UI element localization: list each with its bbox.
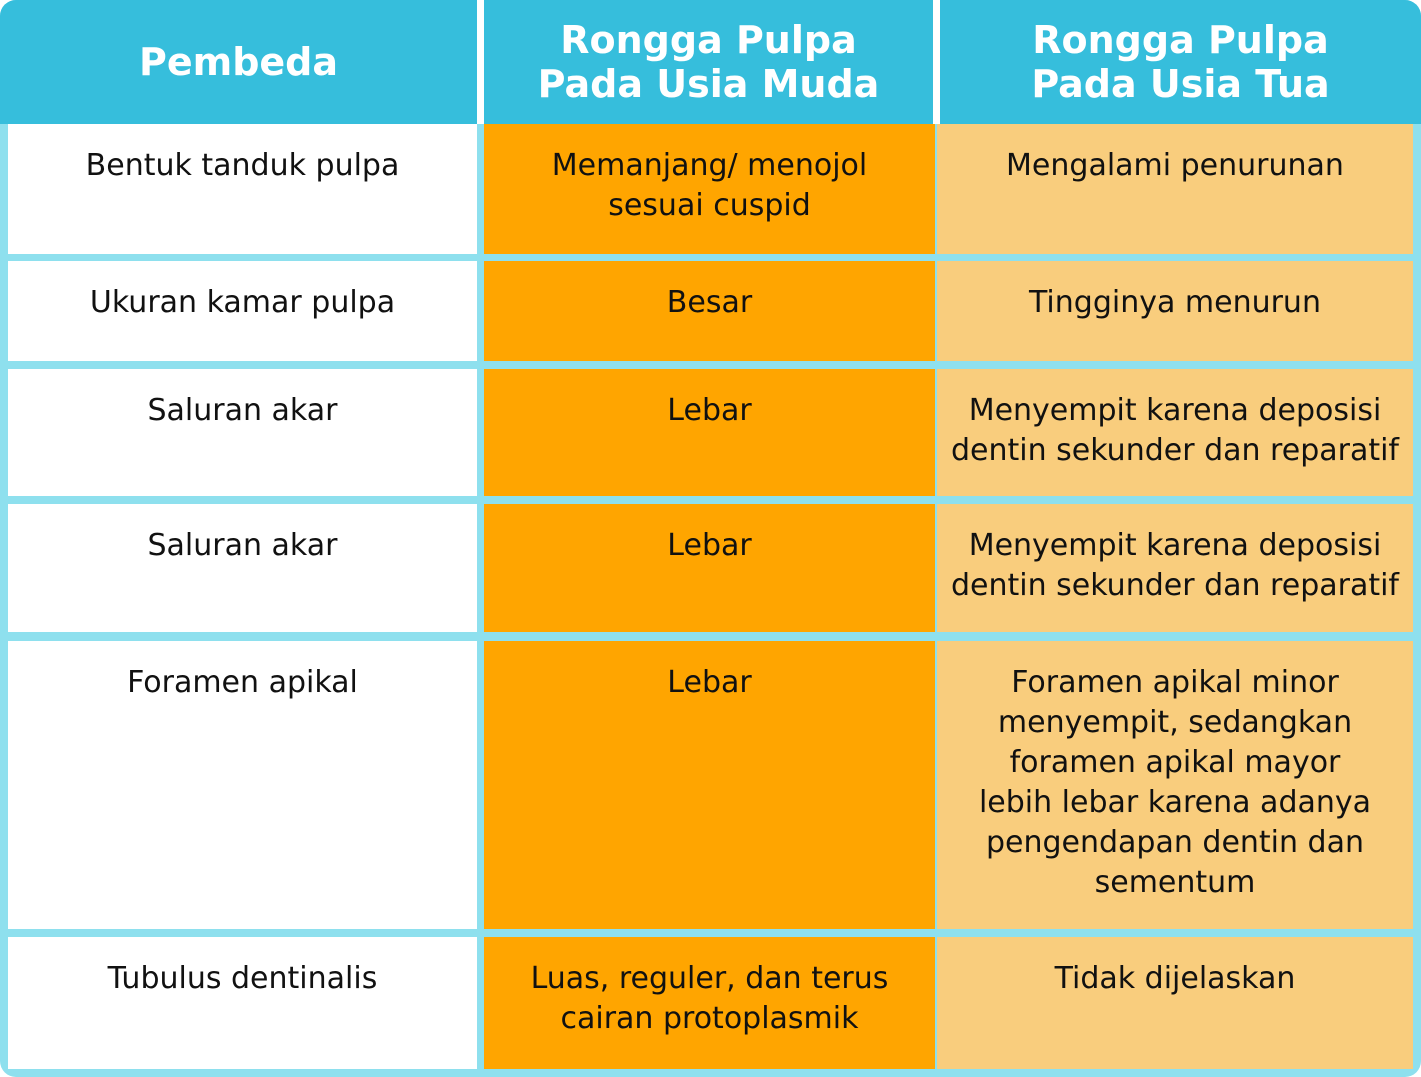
row-2-pembeda: Ukuran kamar pulpa — [8, 261, 477, 361]
row-4-usia-muda: Lebar — [484, 504, 935, 632]
header-pembeda: Pembeda — [0, 0, 477, 124]
row-5-usia-tua: Foramen apikal minor menyempit, sedangkan foramen apikal mayor lebih lebar karena adanya pengendapan dentin dan sementum — [937, 641, 1413, 929]
row-2-usia-tua: Tingginya menurun — [937, 261, 1413, 361]
row-6-pembeda: Tubulus dentinalis — [8, 937, 477, 1069]
header-usia-muda: Rongga Pulpa Pada Usia Muda — [484, 0, 933, 124]
header-usia-tua: Rongga Pulpa Pada Usia Tua — [940, 0, 1421, 124]
row-6-usia-muda: Luas, reguler, dan terus cairan protoplasmik — [484, 937, 935, 1069]
row-1-usia-tua: Mengalami penurunan — [937, 124, 1413, 254]
row-6-usia-tua: Tidak dijelaskan — [937, 937, 1413, 1069]
row-3-usia-tua: Menyempit karena deposisi dentin sekunder dan reparatif — [937, 369, 1413, 496]
row-3-usia-muda: Lebar — [484, 369, 935, 496]
row-3-pembeda: Saluran akar — [8, 369, 477, 496]
header-divider — [933, 0, 940, 124]
row-4-usia-tua: Menyempit karena deposisi dentin sekunder dan reparatif — [937, 504, 1413, 632]
row-1-pembeda: Bentuk tanduk pulpa — [8, 124, 477, 254]
row-4-pembeda: Saluran akar — [8, 504, 477, 632]
header-divider — [477, 0, 484, 124]
row-2-usia-muda: Besar — [484, 261, 935, 361]
row-1-usia-muda: Memanjang/ menojol sesuai cuspid — [484, 124, 935, 254]
row-5-usia-muda: Lebar — [484, 641, 935, 929]
row-5-pembeda: Foramen apikal — [8, 641, 477, 929]
